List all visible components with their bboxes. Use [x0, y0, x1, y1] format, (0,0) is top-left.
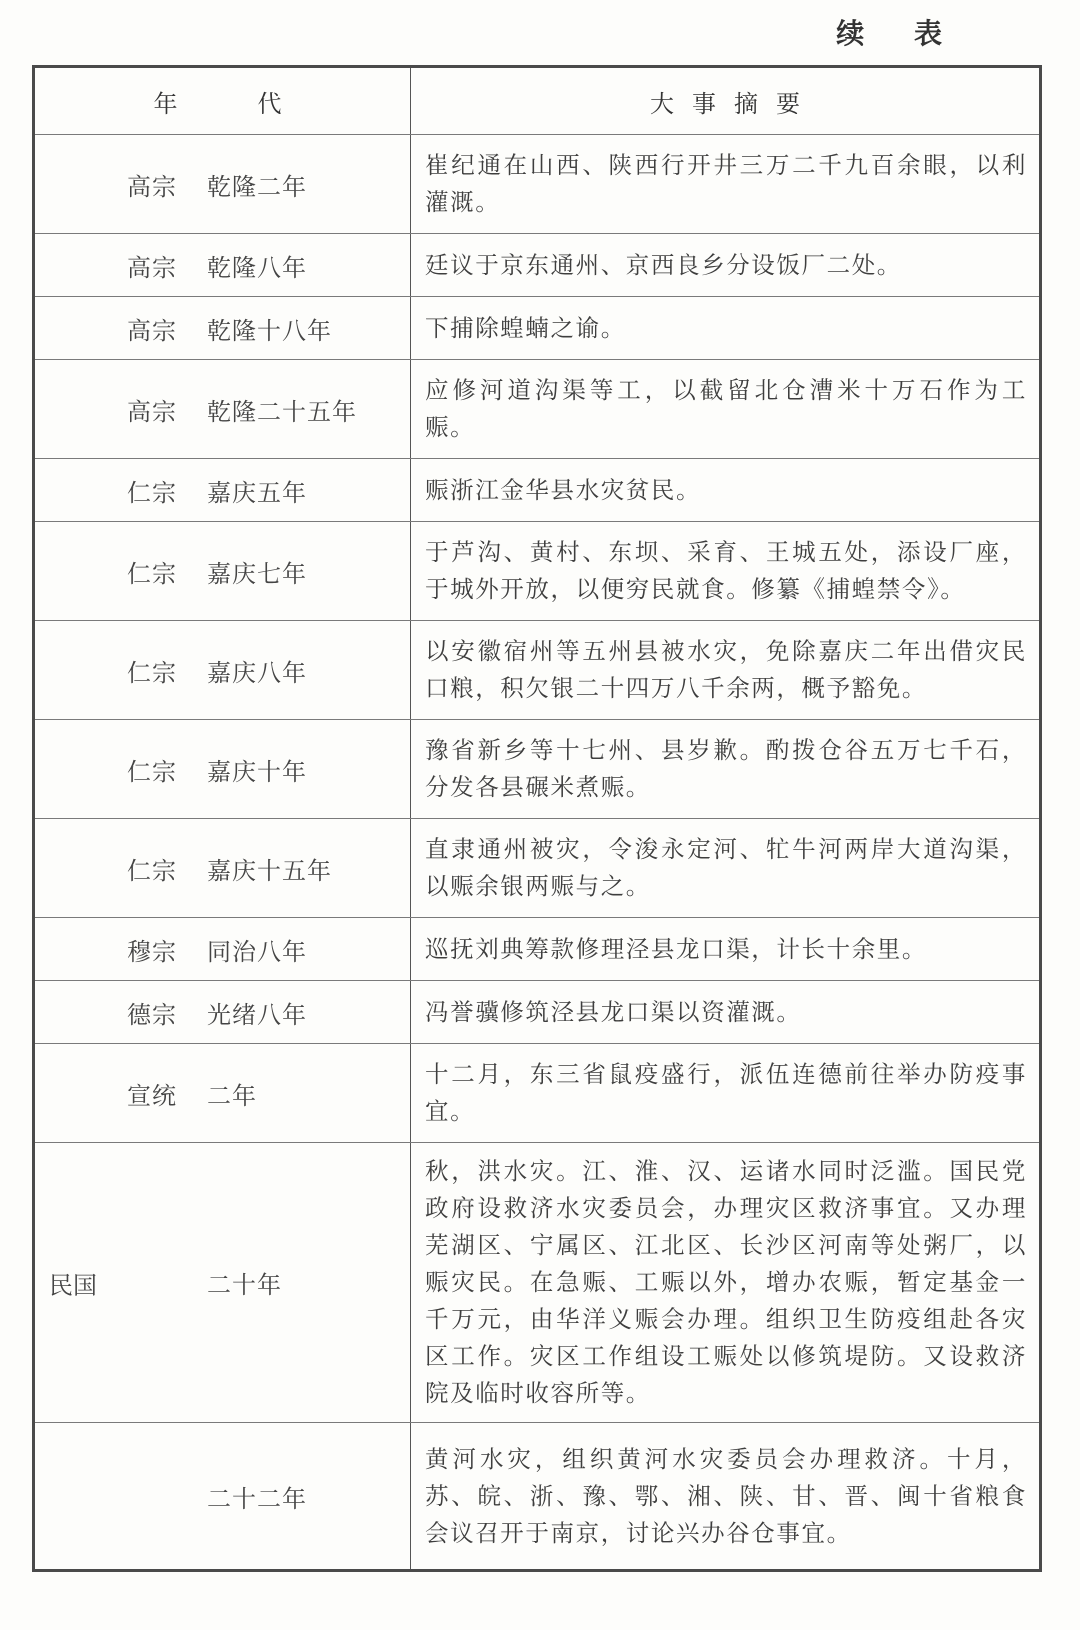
era-cell	[34, 981, 411, 1044]
reign-year: 乾隆十八年	[207, 316, 332, 345]
header-events: 大事摘要	[411, 67, 1041, 135]
event-summary: 廷议于京东通州、京西良乡分设饭厂二处。	[411, 234, 1041, 297]
table-row	[34, 819, 1041, 918]
era-cell	[34, 135, 411, 234]
table-row	[34, 981, 1041, 1044]
emperor-name: 穆宗	[127, 937, 177, 966]
reign-year: 乾隆二十五年	[207, 397, 357, 426]
event-summary: 于芦沟、黄村、东坝、采育、王城五处，添设厂座，于城外开放，以便穷民就食。修纂《捕蝗禁令》。	[411, 522, 1041, 621]
table-row	[34, 1044, 1041, 1143]
reign-year: 嘉庆十年	[207, 757, 307, 786]
era-cell	[34, 297, 411, 360]
emperor-name: 德宗	[127, 1000, 177, 1029]
table-row	[34, 522, 1041, 621]
era-cell	[34, 234, 411, 297]
reign-year: 二年	[207, 1081, 257, 1110]
event-summary: 秋，洪水灾。江、淮、汉、运诸水同时泛滥。国民党政府设救济水灾委员会，办理灾区救济事宜。又办理芜湖区、宁属区、江北区、长沙区河南等处粥厂，以赈灾民。在急赈、工赈以外，增办农赈，暂定基金一千万元，由华洋义赈会办理。组织卫生防疫组赴各灾区工作。灾区工作组设工赈处以修筑堤防。又设救济院及临时收容所等。	[411, 1143, 1041, 1423]
event-summary: 巡抚刘典筹款修理泾县龙口渠，计长十余里。	[411, 918, 1041, 981]
table-header-row	[34, 67, 1041, 135]
table-row	[34, 360, 1041, 459]
reign-year: 嘉庆八年	[207, 658, 307, 687]
event-summary: 直隶通州被灾，令浚永定河、牤牛河两岸大道沟渠，以赈余银两赈与之。	[411, 819, 1041, 918]
reign-year: 乾隆二年	[207, 172, 307, 201]
reign-year: 二十二年	[207, 1484, 307, 1513]
era-cell	[34, 360, 411, 459]
emperor-name: 仁宗	[127, 478, 177, 507]
emperor-name: 仁宗	[127, 757, 177, 786]
event-summary: 豫省新乡等十七州、县岁歉。酌拨仓谷五万七千石，分发各县碾米煮赈。	[411, 720, 1041, 819]
event-summary: 冯誉骥修筑泾县龙口渠以资灌溉。	[411, 981, 1041, 1044]
event-summary: 十二月，东三省鼠疫盛行，派伍连德前往举办防疫事宜。	[411, 1044, 1041, 1143]
reign-year: 同治八年	[207, 937, 307, 966]
table-row	[34, 135, 1041, 234]
reign-year: 嘉庆五年	[207, 478, 307, 507]
event-summary: 黄河水灾，组织黄河水灾委员会办理救济。十月，苏、皖、浙、豫、鄂、湘、陕、甘、晋、闽十省粮食会议召开于南京，讨论兴办谷仓事宜。	[411, 1423, 1041, 1571]
era-cell	[34, 918, 411, 981]
emperor-name: 仁宗	[127, 856, 177, 885]
emperor-name: 宣统	[127, 1081, 177, 1110]
event-summary: 赈浙江金华县水灾贫民。	[411, 459, 1041, 522]
header-era: 年代	[34, 67, 411, 135]
table-row	[34, 621, 1041, 720]
reign-year: 二十年	[207, 1271, 282, 1299]
era-cell	[34, 522, 411, 621]
emperor-name: 高宗	[127, 172, 177, 201]
era-cell	[34, 1143, 411, 1423]
era-cell	[34, 1423, 411, 1571]
emperor-name: 高宗	[127, 316, 177, 345]
reign-year: 嘉庆七年	[207, 559, 307, 588]
emperor-name: 仁宗	[127, 658, 177, 687]
event-summary: 下捕除蝗蝻之谕。	[411, 297, 1041, 360]
era-cell	[34, 459, 411, 522]
reign-year: 乾隆八年	[207, 253, 307, 282]
event-summary: 应修河道沟渠等工，以截留北仓漕米十万石作为工赈。	[411, 360, 1041, 459]
era-cell	[34, 819, 411, 918]
event-summary: 以安徽宿州等五州县被水灾，免除嘉庆二年出借灾民口粮，积欠银二十四万八千余两，概予豁免。	[411, 621, 1041, 720]
era-cell	[34, 720, 411, 819]
era-cell	[34, 1044, 411, 1143]
emperor-name: 高宗	[127, 397, 177, 426]
table-row	[34, 1143, 1041, 1423]
table-row	[34, 918, 1041, 981]
emperor-name: 高宗	[127, 253, 177, 282]
reign-year: 嘉庆十五年	[207, 856, 332, 885]
table-row	[34, 1423, 1041, 1571]
period-label: 民国	[49, 1271, 97, 1299]
table-row	[34, 720, 1041, 819]
reign-year: 光绪八年	[207, 1000, 307, 1029]
table-row	[34, 297, 1041, 360]
chronology-table	[32, 65, 1042, 1572]
table-row	[34, 234, 1041, 297]
continued-table-label: 续 表	[836, 17, 962, 50]
table-row	[34, 459, 1041, 522]
event-summary: 崔纪通在山西、陕西行开井三万二千九百余眼，以利灌溉。	[411, 135, 1041, 234]
era-cell	[34, 621, 411, 720]
emperor-name: 仁宗	[127, 559, 177, 588]
